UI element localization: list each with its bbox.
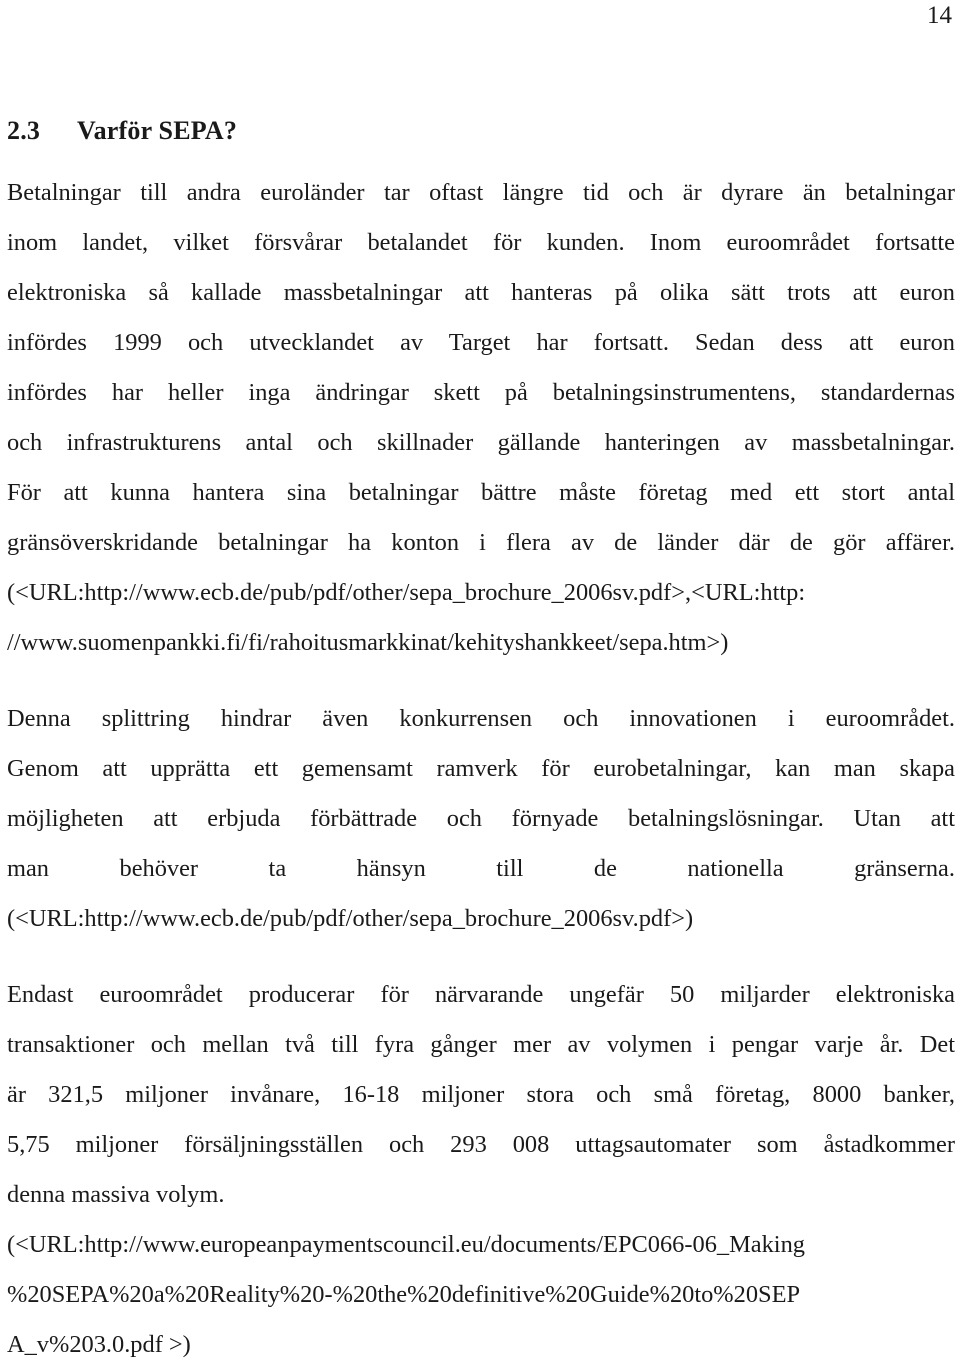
text-line: man behöver ta hänsyn till de nationella gränserna.	[7, 855, 955, 882]
text-line: transaktioner och mellan två till fyra gånger mer av volymen i pengar varje år. Det	[7, 1031, 955, 1058]
paragraph-volume	[7, 970, 955, 1370]
text-line: Betalningar till andra euroländer tar oftast längre tid och är dyrare än betalningar	[7, 179, 955, 206]
citation-line: (<URL:http://www.ecb.de/pub/pdf/other/sepa_brochure_2006sv.pdf>)	[7, 905, 694, 932]
citation-line: A_v%203.0.pdf >)	[7, 1331, 191, 1358]
text-line: infördes 1999 och utvecklandet av Target har fortsatt. Sedan dess att euron	[7, 329, 955, 356]
section-heading	[7, 116, 237, 146]
text-line: och infrastrukturens antal och skillnader gällande hanteringen av massbetalningar.	[7, 429, 955, 456]
citation-line: //www.suomenpankki.fi/fi/rahoitusmarkkinat/kehityshankkeet/sepa.htm>)	[7, 629, 729, 656]
citation-line: (<URL:http://www.europeanpaymentscouncil.eu/documents/EPC066-06_Making	[7, 1231, 805, 1258]
text-line: Endast euroområdet producerar för närvarande ungefär 50 miljarder elektroniska	[7, 981, 955, 1008]
text-line: inom landet, vilket försvårar betalandet för kunden. Inom euroområdet fortsatte	[7, 229, 955, 256]
text-line: Genom att upprätta ett gemensamt ramverk för eurobetalningar, kan man skapa	[7, 755, 955, 782]
section-number: 2.3	[7, 116, 41, 145]
citation-line: %20SEPA%20a%20Reality%20-%20the%20definitive%20Guide%20to%20SEP	[7, 1281, 801, 1308]
text-line: är 321,5 miljoner invånare, 16-18 miljoner stora och små företag, 8000 banker,	[7, 1081, 955, 1108]
text-line: infördes har heller inga ändringar skett på betalningsinstrumentens, standardernas	[7, 379, 955, 406]
text-line: denna massiva volym.	[7, 1181, 225, 1208]
text-line: möjligheten att erbjuda förbättrade och förnyade betalningslösningar. Utan att	[7, 805, 955, 832]
paragraph-why-sepa	[7, 168, 955, 668]
text-line: elektroniska så kallade massbetalningar att hanteras på olika sätt trots att euron	[7, 279, 955, 306]
section-title: Varför SEPA?	[77, 116, 238, 145]
page-number: 14	[927, 2, 952, 29]
citation-line: (<URL:http://www.ecb.de/pub/pdf/other/sepa_brochure_2006sv.pdf>,<URL:http:	[7, 579, 806, 606]
text-line: För att kunna hantera sina betalningar bättre måste företag med ett stort antal	[7, 479, 955, 506]
text-line: gränsöverskridande betalningar ha konton i flera av de länder där de gör affärer.	[7, 529, 955, 556]
text-line: Denna splittring hindrar även konkurrensen och innovationen i euroområdet.	[7, 705, 955, 732]
paragraph-fragmentation	[7, 694, 955, 944]
text-line: 5,75 miljoner försäljningsställen och 293 008 uttagsautomater som åstadkommer	[7, 1131, 955, 1158]
